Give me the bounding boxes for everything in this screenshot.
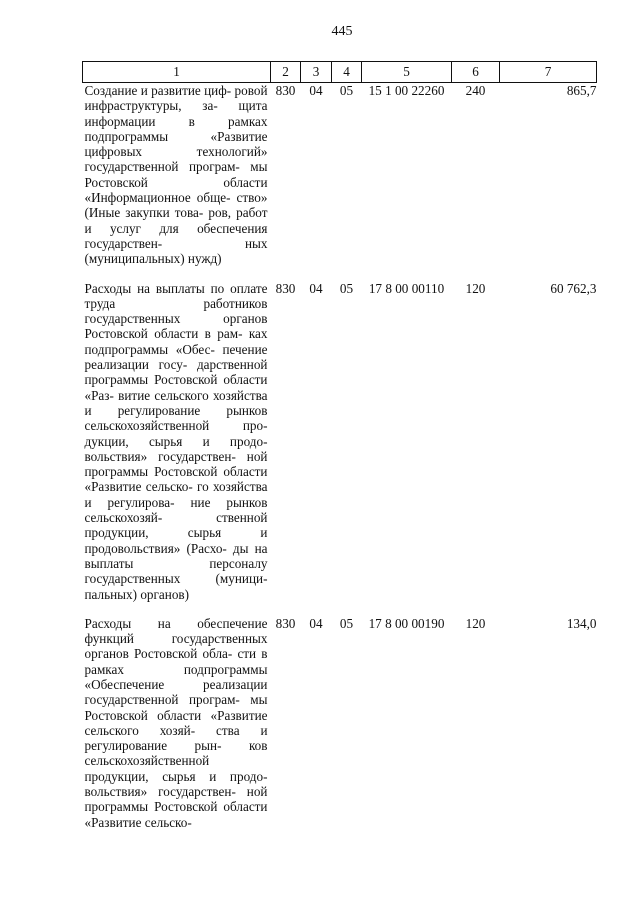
row-ved-code: 830	[275, 83, 296, 98]
row-section-code: 04	[309, 83, 323, 98]
row-subsection-code: 05	[339, 83, 354, 98]
header-col-2: 2	[271, 62, 301, 83]
row-expense-type-code: 240	[465, 83, 486, 98]
header-col-6: 6	[452, 62, 500, 83]
header-col-3: 3	[301, 62, 332, 83]
row-description	[83, 281, 271, 616]
row-target-article-code: 15 1 00 22260	[368, 83, 445, 98]
table-row	[83, 281, 597, 616]
header-col-7: 7	[500, 62, 597, 83]
header-col-4: 4	[332, 62, 362, 83]
row-ved-code: 830	[275, 280, 296, 296]
page-number: 445	[331, 24, 353, 39]
row-description-text: Создание и развитие циф- ровой инфраструктуры, за- щита информации в рамках подпрограммы «Развитие цифровых технологий» государственной програм- мы Ростовской области «Информационное обще- ство» (Иные закупки това- ров, работ и услуг для обеспечения государствен- ных (муниципальных) нужд)	[84, 83, 268, 267]
row-target-article-code: 17 8 00 00190	[368, 615, 445, 631]
row-subsection-code: 05	[339, 280, 354, 296]
row-subsection-code: 05	[339, 615, 354, 631]
table-row	[83, 616, 597, 830]
header-col-1: 1	[83, 62, 271, 83]
budget-table	[82, 61, 597, 830]
row-description-text: Расходы на обеспечение функций государственных органов Ростовской обла- сти в рамках подпрограммы «Обеспечение реализации государственной програм- мы Ростовской области «Развитие сельского хозяй- ства и регулирование рын- ков сельскохозяйственной продукции, сырья и продо- вольствия» государствен- ной программы Ростовской области «Развитие сельско-	[84, 615, 268, 830]
row-description	[83, 83, 271, 281]
row-expense-type-code: 120	[465, 615, 486, 631]
row-amount: 134,0	[566, 615, 597, 631]
row-section-code: 04	[309, 615, 323, 631]
row-amount: 865,7	[566, 83, 597, 98]
row-amount: 60 762,3	[550, 280, 597, 296]
table-header	[83, 62, 597, 83]
row-section-code: 04	[309, 280, 323, 296]
row-description-text: Расходы на выплаты по оплате труда работников государственных органов Ростовской области в рам- ках подпрограммы «Обес- печение реализации госу- дарственной программы Ростовской области «Раз- витие сельского хозяйства и регулирование рынков сельскохозяйственной про- дукции, сырья и продо- вольствия» государствен- ной программы Ростовской области «Развитие сельско- го хозяйства и регулирова- ние рынков сельскохозяй- ственной продукции, сырья и продовольствия» (Расхо- ды на выплаты персоналу государственных (муници- пальных) органов)	[84, 280, 268, 602]
header-row	[83, 62, 597, 83]
row-description	[83, 616, 271, 830]
row-target-article-code: 17 8 00 00110	[368, 280, 445, 296]
row-expense-type-code: 120	[465, 280, 486, 296]
table-row	[83, 83, 597, 281]
row-ved-code: 830	[275, 615, 296, 631]
header-col-5: 5	[362, 62, 452, 83]
